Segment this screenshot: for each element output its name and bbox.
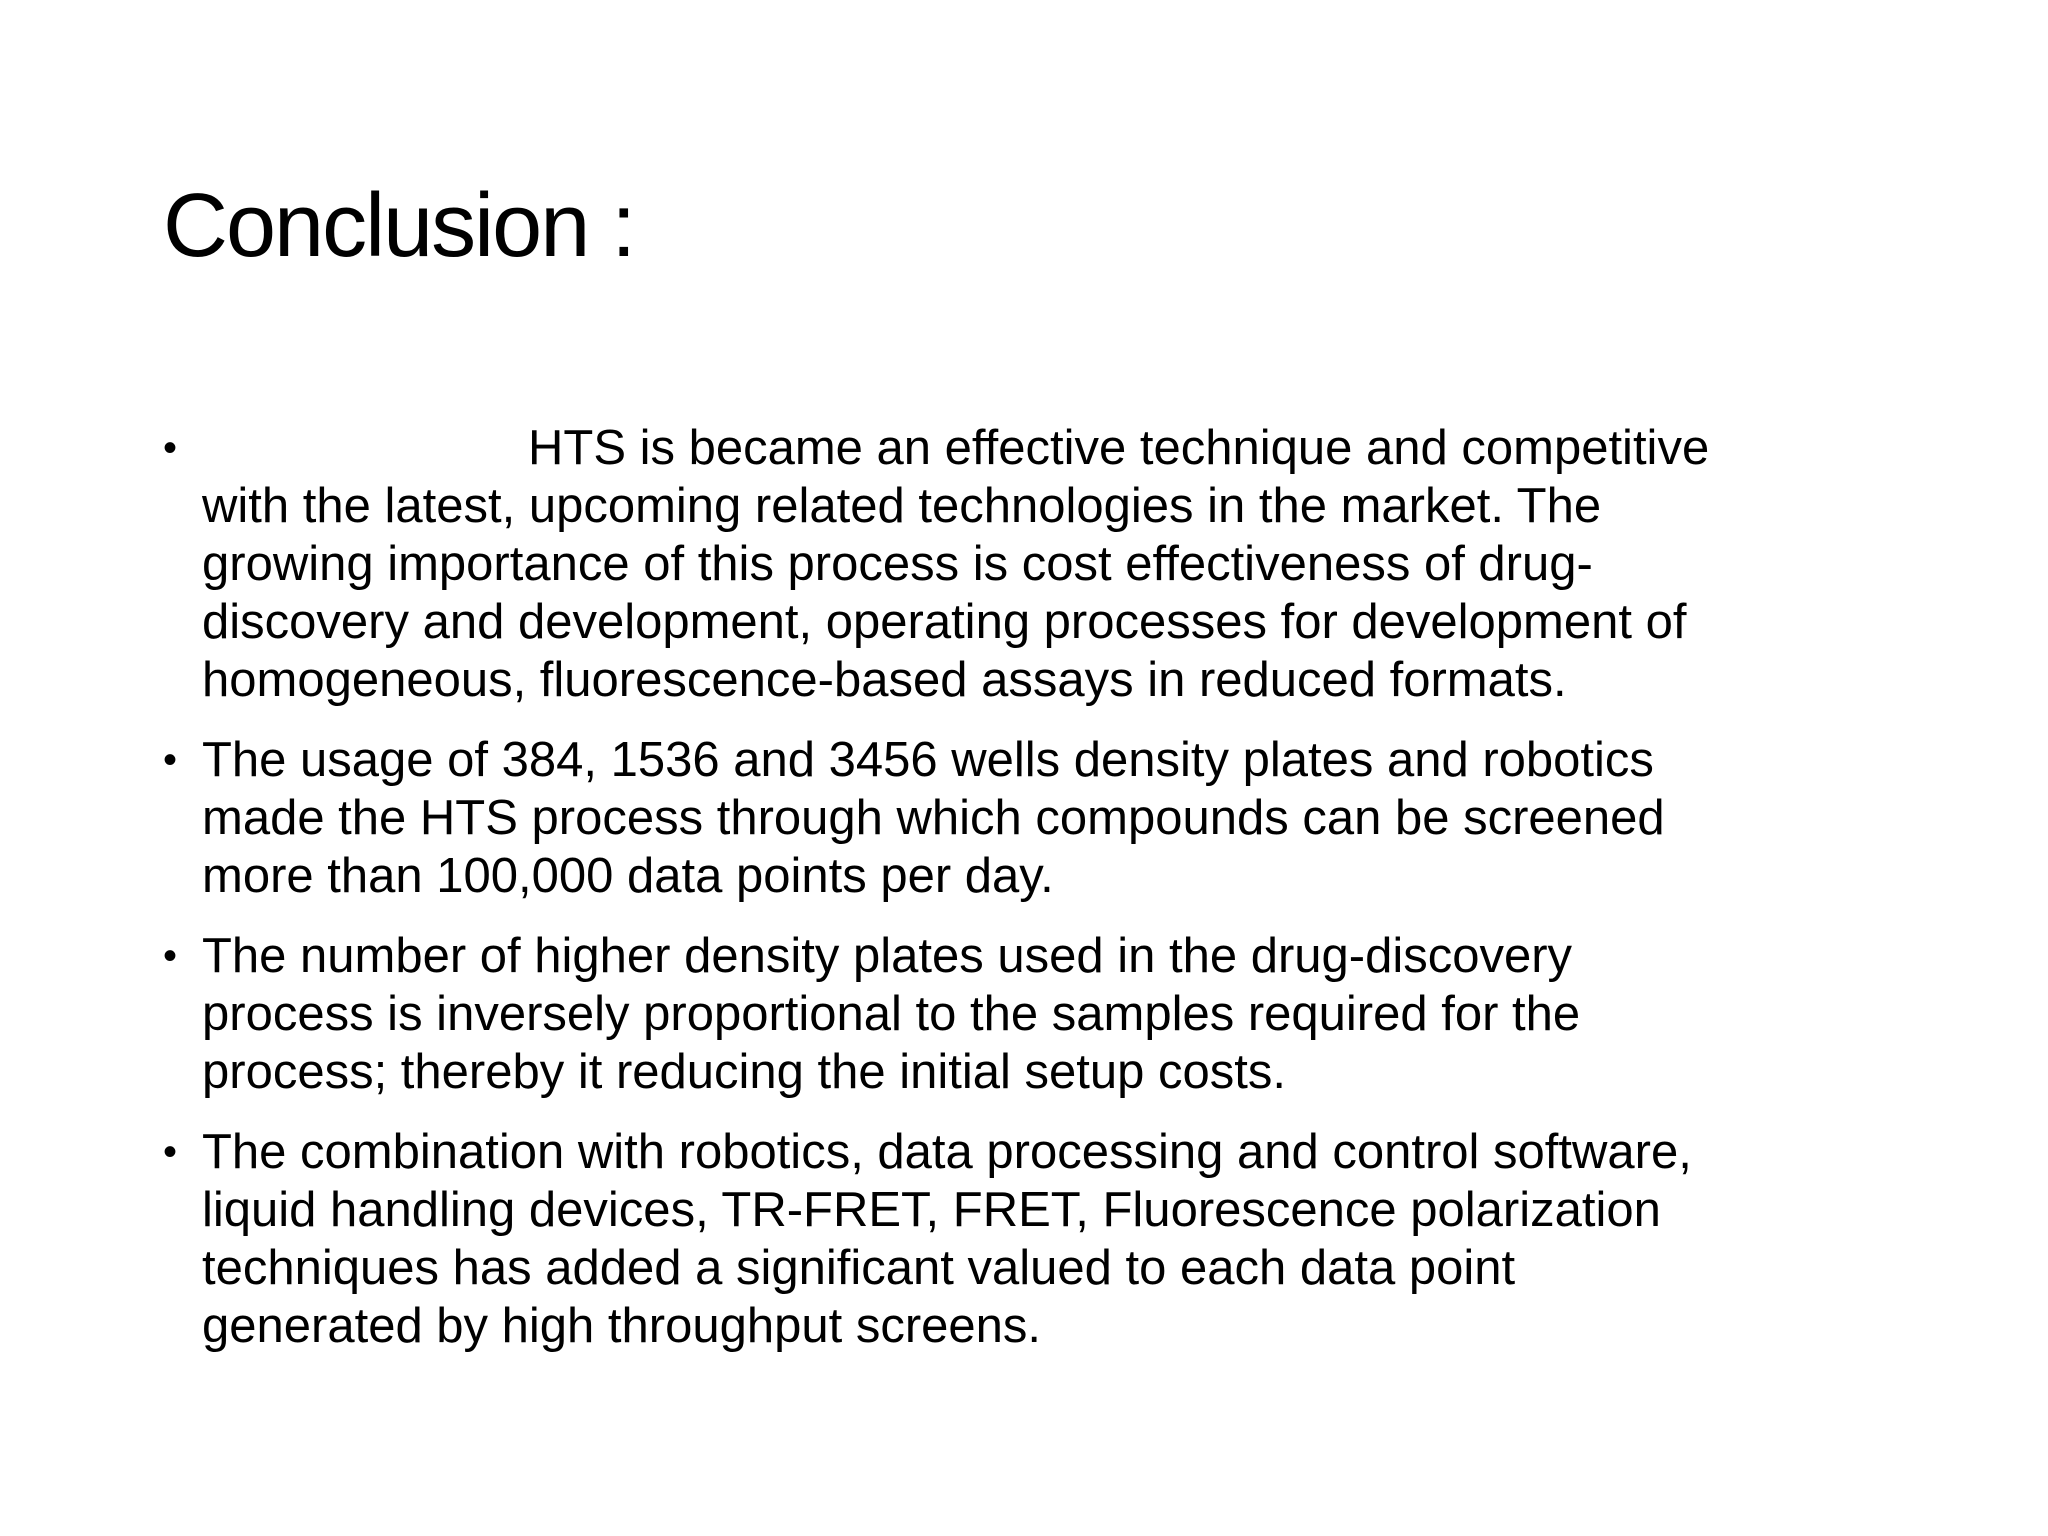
bullet-line: growing importance of this process is cost effectiveness of drug- bbox=[202, 537, 1593, 591]
bullet-line: HTS is became an effective technique and competitive bbox=[528, 421, 1710, 475]
bullet-line: The combination with robotics, data processing and control software, bbox=[202, 1125, 1692, 1179]
bullet-line: homogeneous, fluorescence-based assays in reduced formats. bbox=[202, 653, 1567, 707]
bullet-line: techniques has added a significant valued to each data point bbox=[202, 1241, 1516, 1295]
bullet-marker: • bbox=[163, 738, 178, 782]
bullet-text bbox=[202, 1123, 1923, 1355]
bullet-item bbox=[163, 419, 1923, 709]
bullet-line: with the latest, upcoming related technologies in the market. The bbox=[202, 479, 1602, 533]
bullet-line: more than 100,000 data points per day. bbox=[202, 849, 1054, 903]
slide-title: Conclusion : bbox=[163, 176, 635, 276]
bullet-line: made the HTS process through which compounds can be screened bbox=[202, 791, 1665, 845]
bullet-line: The usage of 384, 1536 and 3456 wells density plates and robotics bbox=[202, 733, 1654, 787]
bullet-item bbox=[163, 1123, 1923, 1355]
bullet-text bbox=[202, 419, 1923, 709]
bullet-marker: • bbox=[163, 934, 178, 978]
bullet-text bbox=[202, 927, 1923, 1101]
bullet-item bbox=[163, 927, 1923, 1101]
bullet-marker: • bbox=[163, 1130, 178, 1174]
bullet-marker: • bbox=[163, 426, 178, 470]
bullet-line: The number of higher density plates used in the drug-discovery bbox=[202, 929, 1573, 983]
bullet-line: process is inversely proportional to the samples required for the bbox=[202, 987, 1581, 1041]
bullet-list bbox=[163, 419, 1923, 1377]
bullet-line: liquid handling devices, TR-FRET, FRET, Fluorescence polarization bbox=[202, 1183, 1661, 1237]
bullet-item bbox=[163, 731, 1923, 905]
bullet-text bbox=[202, 731, 1923, 905]
bullet-line: discovery and development, operating processes for development of bbox=[202, 595, 1687, 649]
bullet-line: generated by high throughput screens. bbox=[202, 1299, 1042, 1353]
bullet-line: process; thereby it reducing the initial setup costs. bbox=[202, 1045, 1287, 1099]
